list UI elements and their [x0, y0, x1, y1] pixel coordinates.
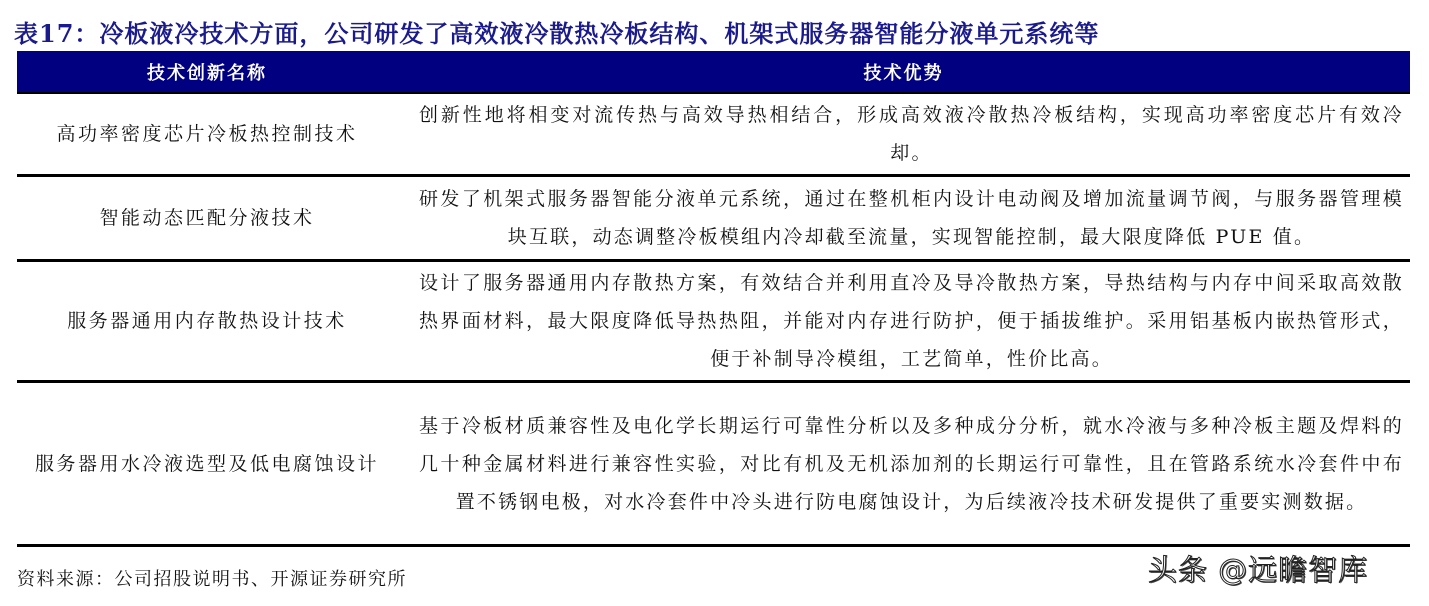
column-header-advantage: 技术优势 — [863, 62, 944, 84]
tech-advantage-text: 研发了机架式服务器智能分液单元系统，通过在整机柜内设计电动阀及增加流量调节阀，与服务器管理模块互联，动态调整冷板模组内冷却截至流量，实现智能控制，最大限度降低 PUE 值。 — [419, 188, 1404, 248]
tech-advantage-text: 设计了服务器通用内存散热方案，有效结合并利用直冷及导冷散热方案，导热结构与内存中间采取高效散热界面材料，最大限度降低导热热阻，并能对内存进行防护，便于插拔维护。采用铝基板内嵌热管形式，便于补制导冷模组，工艺简单，性价比高。 — [419, 272, 1404, 370]
tech-name-cell: 服务器通用内存散热设计技术 — [67, 310, 347, 332]
table-row — [17, 262, 1410, 383]
table-row — [17, 383, 1410, 547]
watermark: 头条 @远瞻智库 — [1148, 553, 1369, 587]
tech-advantage-text: 创新性地将相变对流传热与高效导热相结合，形成高效液冷散热冷板结构，实现高功率密度芯片有效冷却。 — [419, 104, 1404, 164]
table-row — [17, 94, 1410, 177]
tech-advantage-cell — [397, 94, 1410, 174]
source-note: 资料来源：公司招股说明书、开源证券研究所 — [17, 569, 407, 590]
tech-advantage-cell — [397, 177, 1410, 259]
tech-innovation-table — [17, 51, 1410, 547]
tech-name-cell: 高功率密度芯片冷板热控制技术 — [56, 123, 358, 145]
tech-advantage-cell — [397, 383, 1410, 544]
column-header-name: 技术创新名称 — [147, 62, 267, 84]
tech-name-cell: 服务器用水冷液选型及低电腐蚀设计 — [34, 452, 379, 475]
table-title: 表17：冷板液冷技术方面，公司研发了高效液冷散热冷板结构、机架式服务器智能分液单元系统等 — [14, 19, 1100, 48]
tech-name-cell: 智能动态匹配分液技术 — [99, 207, 315, 229]
table-header-row — [17, 51, 1410, 94]
tech-advantage-text: 基于冷板材质兼容性及电化学长期运行可靠性分析以及多种成分分析，就水冷液与多种冷板主题及焊料的几十种金属材料进行兼容性实验，对比有机及无机添加剂的长期运行可靠性，且在管路系统水冷套件中布置不锈钢电极，对水冷套件中冷头进行防电腐蚀设计，为后续液冷技术研发提供了重要实测数据。 — [419, 414, 1404, 513]
table-row — [17, 177, 1410, 262]
tech-advantage-cell — [397, 262, 1410, 380]
